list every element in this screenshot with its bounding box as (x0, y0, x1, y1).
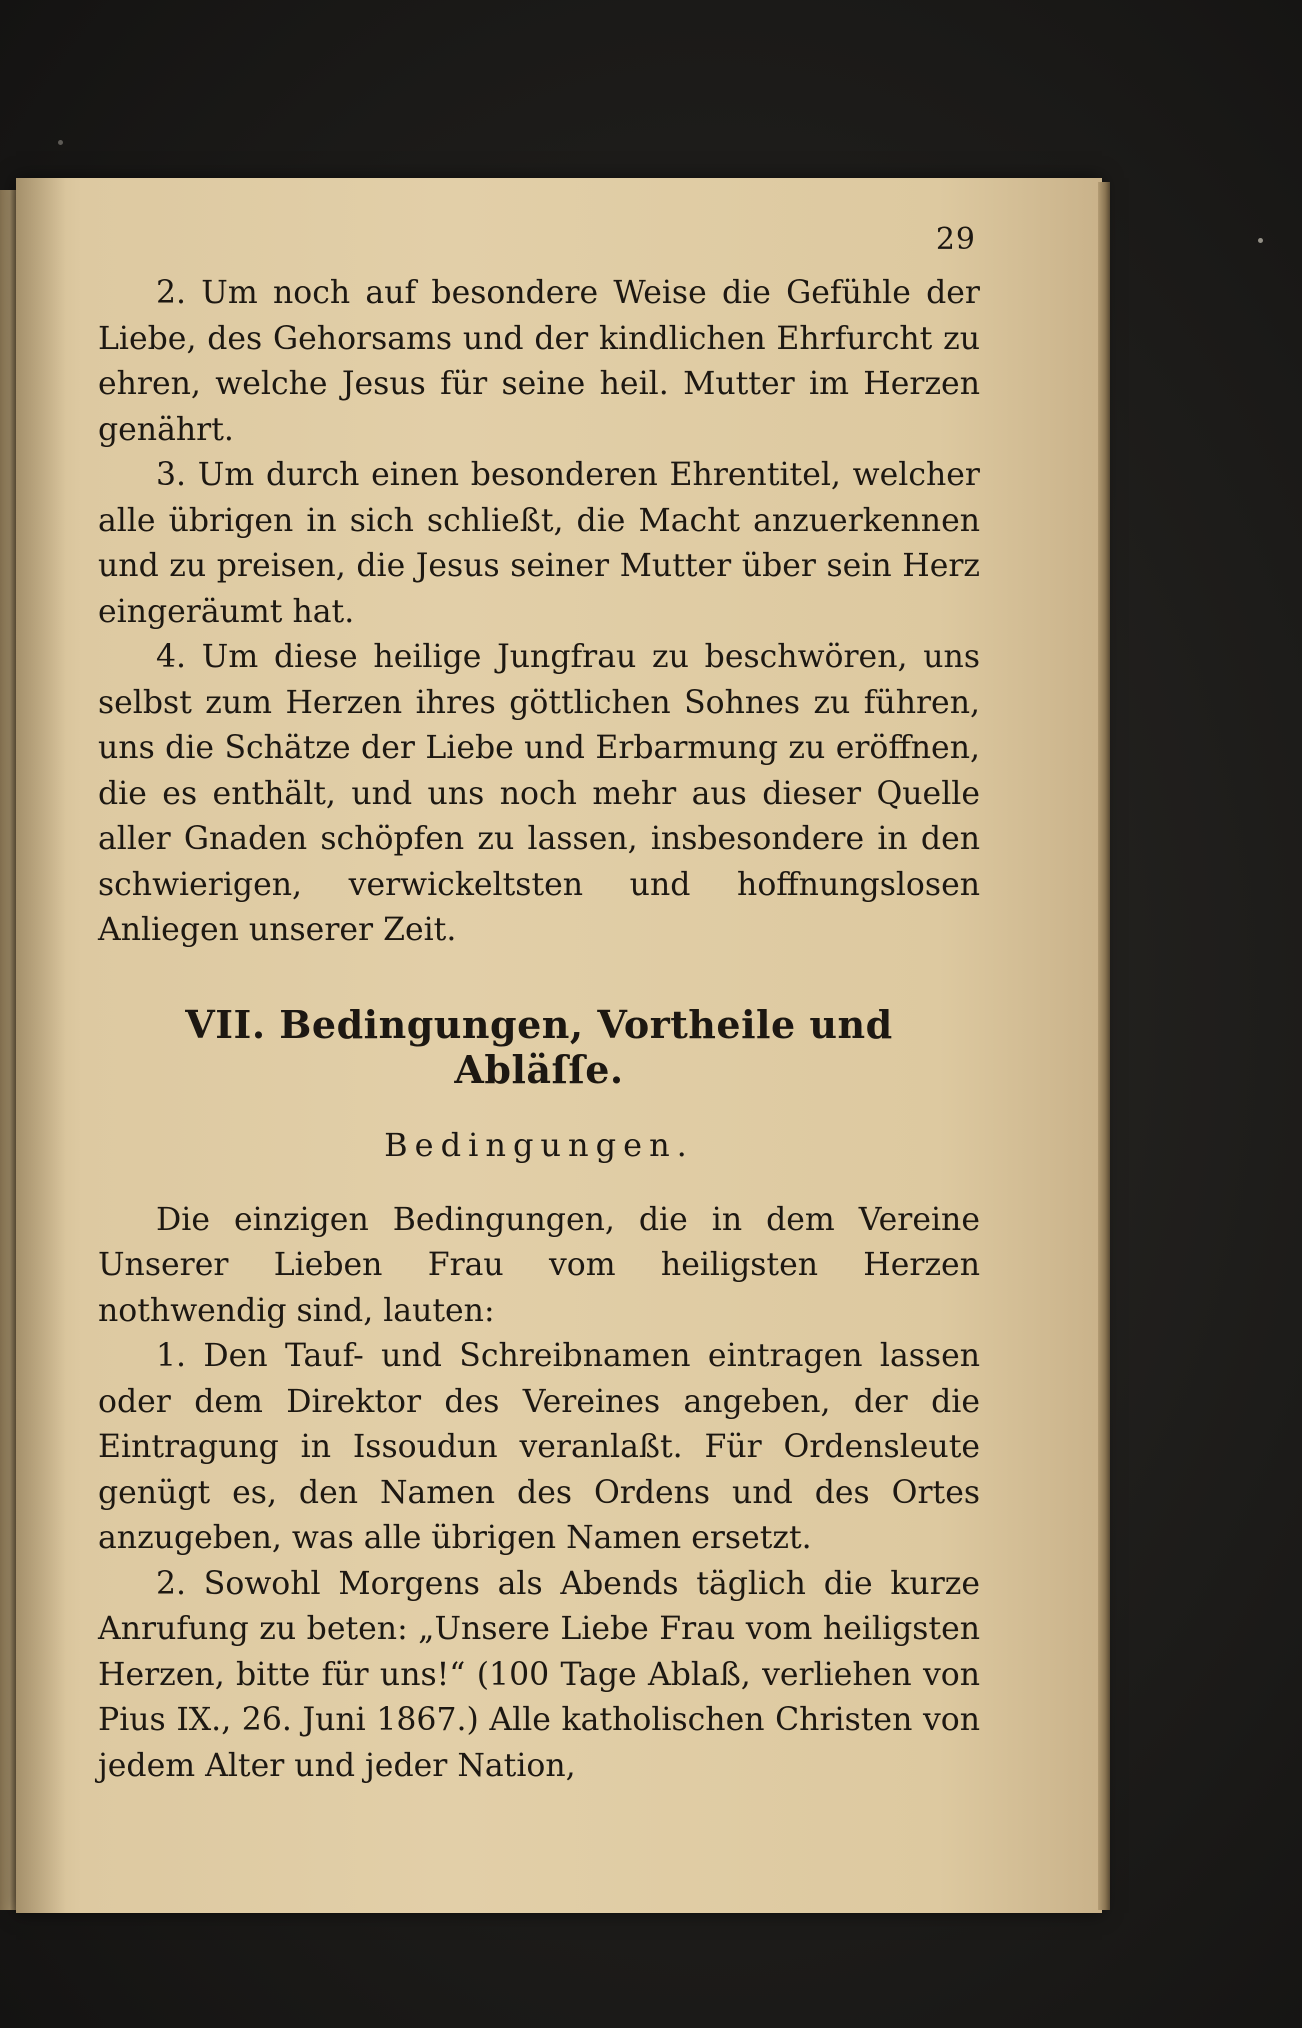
sub-heading: Bedingungen. (384, 1125, 694, 1164)
paragraph-intro: Die einzigen Bedingungen, die in dem Vereine Unserer Lieben Frau vom heiligsten Herzen nothwendig sind, lauten: (98, 1201, 980, 1329)
gutter-shadow (16, 178, 66, 1913)
page-right-edge (1098, 182, 1110, 1910)
page-number: 29 (935, 222, 976, 257)
paragraph-condition-1: 1. Den Tauf- und Schreibnamen eintragen lassen oder dem Direktor des Vereines angeben, der die Eintragung in Issoudun veranlaßt. Für Ordensleute genügt es, den Namen des Ordens und des Ortes anzugeben, was alle übrigen Namen ersetzt. (98, 1338, 980, 1556)
section-heading: VII. Bedingungen, Vortheile und Abläſſe. (185, 1001, 893, 1092)
paragraph-condition-2: 2. Sowohl Morgens als Abends täglich die kurze Anrufung zu beten: „Unsere Liebe Frau vom heiligsten Herzen, bitte für uns!“ (100 Tage Ablaß, verliehen von Pius IX., 26. Juni 1867.) Alle katholischen Christen von jedem Alter und jeder Nation, (98, 1565, 980, 1784)
dust-speck (1258, 238, 1263, 243)
paragraph-4: 4. Um diese heilige Jungfrau zu beschwören, uns selbst zum Herzen ihres göttlichen Sohnes zu führen, uns die Schätze der Liebe und Erbarmung zu eröffnen, die es enthält, und uns noch mehr aus dieser Quelle aller Gnaden schöpfen zu lassen, insbesondere in den schwierigen, verwickeltsten und hoffnungslosen Anliegen unserer Zeit. (98, 639, 980, 948)
paragraph-2: 2. Um noch auf besondere Weise die Gefühle der Liebe, des Gehorsams und der kindlichen Ehrfurcht zu ehren, welche Jesus für seine heil. Mutter im Herzen genährt. (98, 275, 980, 448)
page-text (98, 222, 980, 1789)
paragraph-3: 3. Um durch einen besonderen Ehrentitel, welcher alle übrigen in sich schließt, die Macht anzuerkennen und zu preisen, die Jesus seiner Mutter über sein Herz eingeräumt hat. (98, 457, 980, 630)
dust-speck (58, 140, 63, 145)
